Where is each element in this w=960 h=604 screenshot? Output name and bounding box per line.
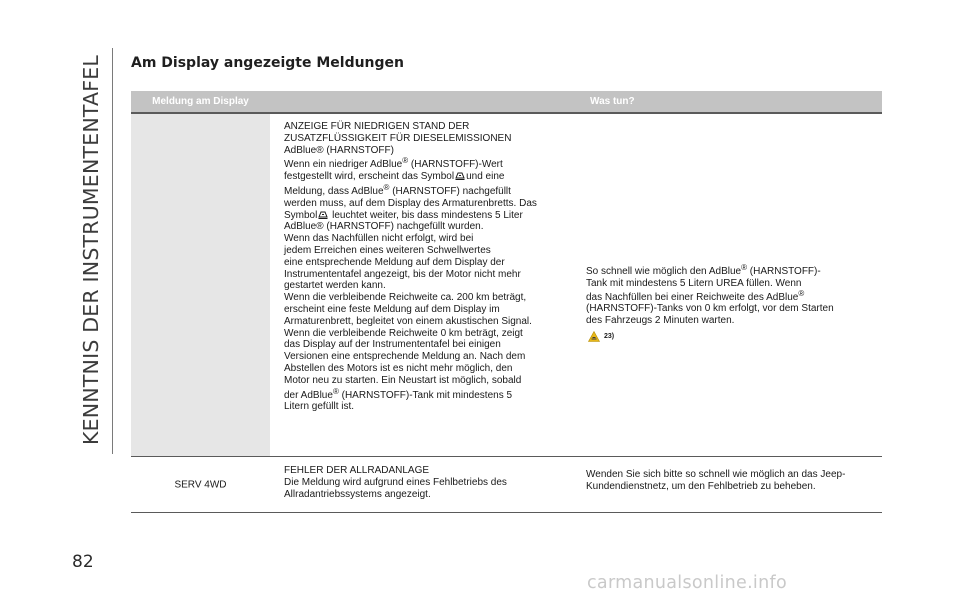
table-header: [131, 91, 882, 112]
warning-triangle-icon: [588, 331, 600, 342]
action-line: des Fahrzeugs 2 Minuten warten.: [586, 315, 735, 327]
display-label-cell: [131, 114, 270, 456]
description-line: Versionen eine entsprechende Meldung an. Nach dem: [284, 351, 526, 363]
description-line: werden muss, auf dem Display des Armaturenbretts. Das: [284, 197, 537, 209]
description-line: Wenn die verbleibende Reichweite ca. 200 km beträgt,: [284, 292, 527, 304]
display-label-cell: [131, 457, 270, 512]
description-line: Die Meldung wird aufgrund eines Fehlbetriebs des: [284, 476, 507, 488]
adblue-warning-icon: [318, 210, 328, 219]
message-description: [284, 465, 579, 500]
warning-reference: [588, 331, 886, 343]
description-line: erscheint eine feste Meldung auf dem Display im: [284, 303, 500, 315]
description-line: Symbol leuchtet weiter, bis dass mindestens 5 Liter: [284, 209, 523, 221]
display-label: SERV 4WD: [174, 479, 227, 490]
description-line: der AdBlue® (HARNSTOFF)-Tank mit mindestens 5: [284, 386, 513, 401]
description-line: Allradantriebssystems angezeigt.: [284, 488, 431, 500]
description-line: Meldung, dass AdBlue® (HARNSTOFF) nachgefüllt: [284, 182, 511, 197]
page-number: 82: [72, 552, 94, 572]
description-line: festgestellt wird, erscheint das Symbol und eine: [284, 171, 505, 183]
section-heading: Am Display angezeigte Meldungen: [131, 55, 405, 71]
action-line: Kundendienstnetz, um den Fehlbetrieb zu beheben.: [586, 480, 816, 492]
action-line: Tank mit mindestens 5 Litern UREA füllen. Wenn: [586, 277, 802, 289]
message-description: [284, 121, 579, 413]
description-line: Abstellen des Motors ist es nicht mehr möglich, den: [284, 362, 513, 374]
table-row: [131, 457, 882, 513]
description-line: jedem Erreichen eines weiteren Schwellwertes: [284, 244, 491, 256]
header-what-to-do: Was tun?: [590, 96, 635, 107]
description-line: das Display auf der Instrumententafel bei einigen: [284, 339, 501, 351]
table-row: [131, 114, 882, 457]
action-description: [586, 263, 886, 343]
watermark: carmanualsonline.info: [587, 573, 787, 593]
warning-reference-number: 23): [604, 332, 615, 340]
description-line: Litern gefüllt ist.: [284, 401, 355, 413]
chapter-side-title: [74, 50, 108, 450]
description-line: Wenn die verbleibende Reichweite 0 km beträgt, zeigt: [284, 327, 523, 339]
description-title-line: AdBlue® (HARNSTOFF): [284, 144, 394, 156]
description-title-line: ANZEIGE FÜR NIEDRIGEN STAND DER: [284, 121, 470, 132]
description-line: gestartet werden kann.: [284, 280, 386, 292]
chapter-side-title-text: KENNTNIS DER INSTRUMENTENTAFEL: [79, 54, 103, 446]
action-description: [586, 469, 886, 493]
messages-table: [131, 91, 882, 513]
description-title-line: ZUSATZFLÜSSIGKEIT FÜR DIESELEMISSIONEN: [284, 132, 512, 144]
description-line: Instrumententafel angezeigt, bis der Motor nicht mehr: [284, 268, 521, 280]
description-line: Wenn ein niedriger AdBlue® (HARNSTOFF)-Wert: [284, 156, 503, 171]
description-line: Wenn das Nachfüllen nicht erfolgt, wird bei: [284, 233, 474, 245]
action-line: (HARNSTOFF)-Tanks von 0 km erfolgt, vor dem Starten: [586, 303, 834, 315]
action-line: So schnell wie möglich den AdBlue® (HARNSTOFF)-: [586, 263, 821, 277]
adblue-warning-icon: [455, 171, 465, 180]
action-line: Wenden Sie sich bitte so schnell wie möglich an das Jeep-: [586, 469, 846, 480]
description-line: Armaturenbrett, begleitet von einem akustischen Signal.: [284, 315, 532, 327]
description-line: Motor neu zu starten. Ein Neustart ist möglich, sobald: [284, 374, 522, 386]
description-line: eine entsprechende Meldung auf dem Display der: [284, 256, 505, 268]
description-line: FEHLER DER ALLRADANLAGE: [284, 465, 430, 476]
header-display-message: Meldung am Display: [152, 96, 249, 107]
chapter-side-rule: [112, 48, 113, 454]
action-line: das Nachfüllen bei einer Reichweite des AdBlue®: [586, 288, 805, 303]
description-line: AdBlue® (HARNSTOFF) nachgefüllt wurden.: [284, 221, 484, 233]
